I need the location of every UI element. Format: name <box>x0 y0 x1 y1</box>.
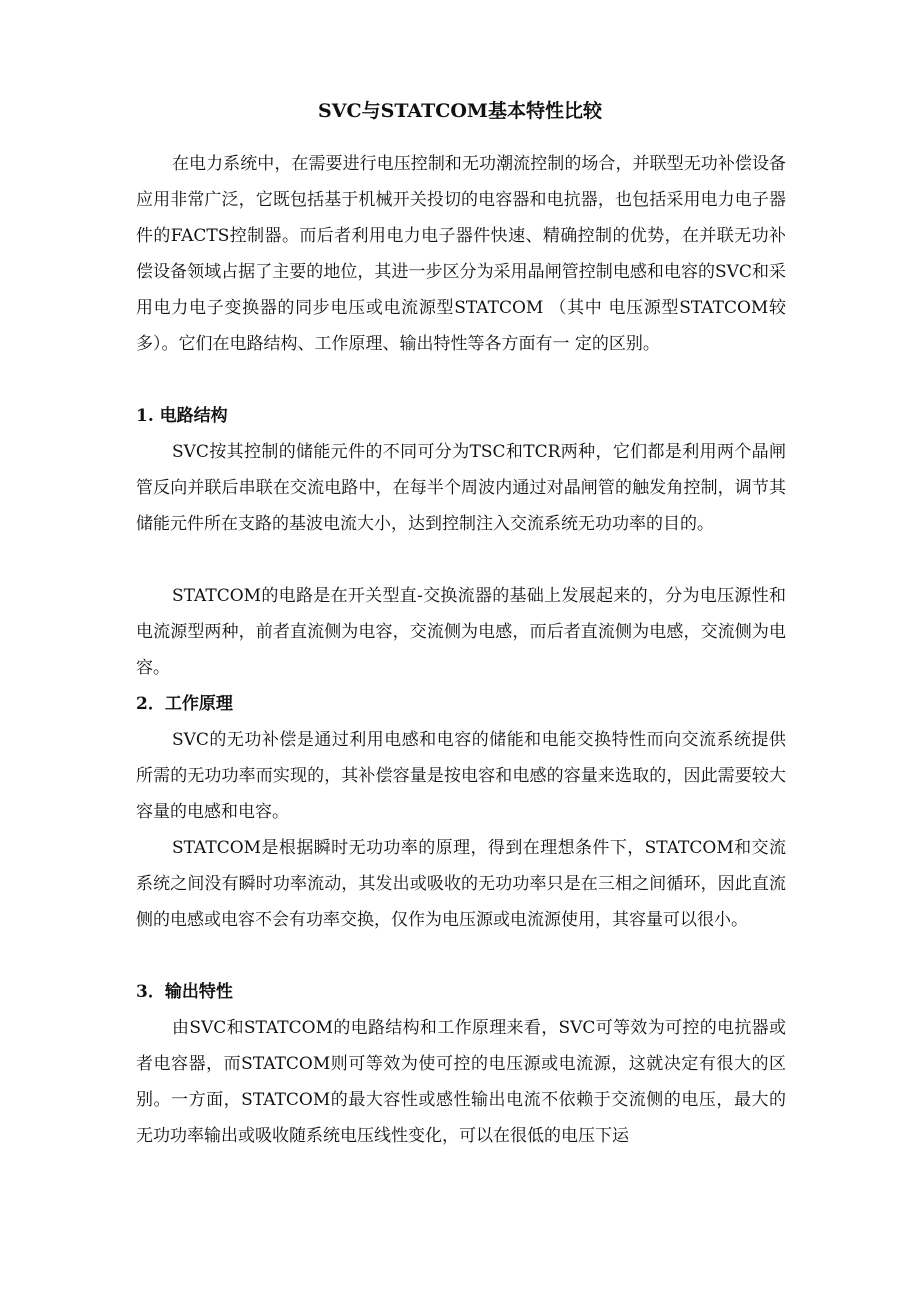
section-heading-output: 3．输出特性 <box>136 982 233 1002</box>
paragraph-svc-circuit: SVC按其控制的储能元件的不同可分为TSC和TCR两种，它们都是利用两个晶闸管反向并联后串联在交流电路中，在每半个周波内通过对晶闸管的触发角控制，调节其储能元件所在支路的基波电流大小，达到控制注入交流系统无功功率的目的。 <box>136 442 786 534</box>
paragraph-statcom-principle: STATCOM是根据瞬时无功功率的原理，得到在理想条件下，STATCOM和交流系统之间没有瞬时功率流动，其发出或吸收的无功功率只是在三相之间循环，因此直流侧的电感或电容不会有功率交换，仅作为电压源或电流源使用，其容量可以很小。 <box>136 838 786 930</box>
document-title: SVC与STATCOM基本特性比较 <box>318 100 602 122</box>
section-heading-principle: 2．工作原理 <box>136 694 233 714</box>
section-heading-circuit: 1. 电路结构 <box>136 406 228 426</box>
paragraph-statcom-circuit: STATCOM的电路是在开关型直-交换流器的基础上发展起来的，分为电压源性和电流源型两种，前者直流侧为电容，交流侧为电感，而后者直流侧为电感，交流侧为电容。 <box>136 586 786 678</box>
paragraph-svc-principle: SVC的无功补偿是通过利用电感和电容的储能和电能交换特性而向交流系统提供所需的无功功率而实现的，其补偿容量是按电容和电感的容量来选取的，因此需要较大容量的电感和电容。 <box>136 730 786 822</box>
paragraph-output-characteristics: 由SVC和STATCOM的电路结构和工作原理来看，SVC可等效为可控的电抗器或者电容器，而STATCOM则可等效为使可控的电压源或电流源，这就决定有很大的区别。一方面，STATCOM的最大容性或感性输出电流不依赖于交流侧的电压，最大的无功功率输出或吸收随系统电压线性变化，可以在很低的电压下运 <box>136 1018 786 1146</box>
intro-paragraph: 在电力系统中，在需要进行电压控制和无功潮流控制的场合，并联型无功补偿设备应用非常广泛，它既包括基于机械开关投切的电容器和电抗器，也包括采用电力电子器件的FACTS控制器。而后者利用电力电子器件快速、精确控制的优势，在并联无功补偿设备领域占据了主要的地位，其进一步区分为采用晶闸管控制电感和电容的SVC和采用电力电子变换器的同步电压或电流源型STATCOM （其中 电压源型STATCOM较多）。它们在电路结构、工作原理、输出特性等各方面有一 定的区别。 <box>136 154 786 354</box>
